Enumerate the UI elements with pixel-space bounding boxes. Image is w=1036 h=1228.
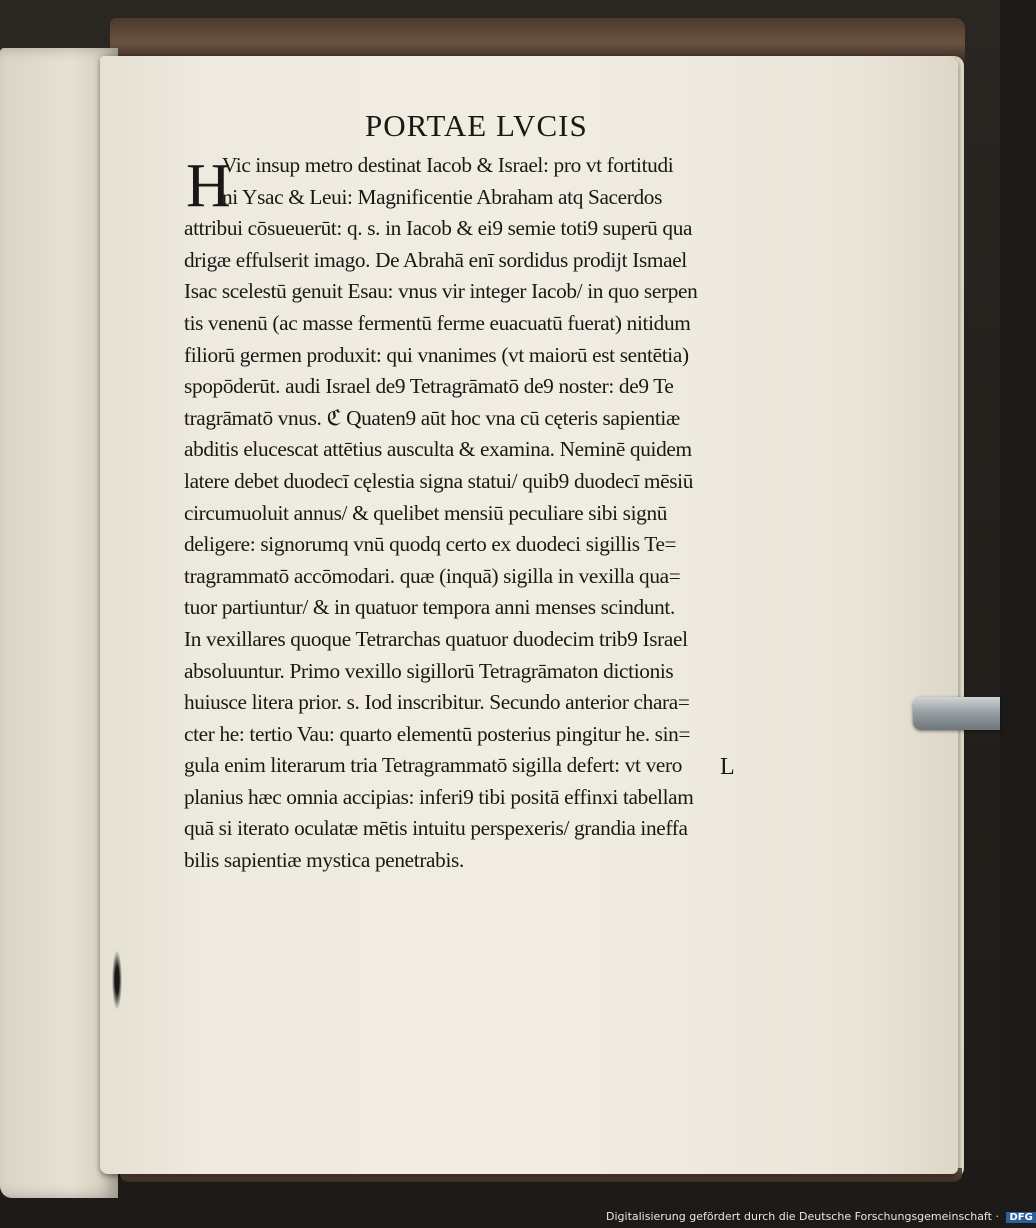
text-line: planius hæc omnia accipias: inferi9 tibi positā effinxi tabellam — [184, 784, 694, 809]
footer-credit — [606, 1210, 1036, 1226]
text-line: cter he: tertio Vau: quarto elementū posterius pingitur he. sin= — [184, 721, 691, 746]
text-line: deligere: signorumq vnū quodq certo ex duodeci sigillis Te= — [184, 532, 677, 557]
initial-letter: H — [186, 152, 231, 220]
ink-stain — [112, 950, 122, 1010]
text-line: Isac scelestū genuit Esau: vnus vir integer Iacob/ in quo serpen — [184, 279, 698, 304]
catchword: L — [720, 754, 735, 780]
footer-separator: · — [995, 1210, 999, 1223]
text-line: tis venenū (ac masse fermentū ferme euacuatū fuerat) nitidum — [184, 310, 691, 335]
book-top-edge — [110, 18, 965, 60]
text-line: bilis sapientiæ mystica penetrabis. — [184, 848, 464, 873]
footer-text: Digitalisierung gefördert durch die Deutsche Forschungsgemeinschaft — [606, 1210, 992, 1223]
text-line: circumuoluit annus/ & quelibet mensiū peculiare sibi signū — [184, 500, 668, 525]
running-title: PORTAE LVCIS — [365, 108, 588, 143]
text-line: huiusce litera prior. s. Iod inscribitur. Secundo anterior chara= — [184, 690, 690, 715]
text-line: filiorū germen produxit: qui vnanimes (vt maiorū est sentētia) — [184, 342, 689, 367]
text-line: gula enim literarum tria Tetragrammatō sigilla defert: vt vero — [184, 753, 683, 778]
text-line: ni Ysac & Leui: Magnificentie Abraham atq Sacerdos — [222, 184, 663, 209]
text-line: In vexillares quoque Tetrarchas quatuor duodecim trib9 Israel — [184, 626, 688, 651]
bookmark-tab — [913, 697, 1000, 730]
text-line: quā si iterato oculatæ mētis intuitu perspexeris/ grandia ineffa — [184, 816, 688, 841]
text-line: tragrammatō accōmodari. quæ (inquā) sigilla in vexilla qua= — [184, 563, 681, 588]
text-line: Vic insup metro destinat Iacob & Israel: pro vt fortitudi — [222, 153, 674, 177]
text-line: abditis elucescat attētius ausculta & examina. Neminē quidem — [184, 437, 692, 462]
dfg-logo-icon: DFG — [1006, 1212, 1035, 1223]
text-line: absoluuntur. Primo vexillo sigillorū Tetragrāmaton dictionis — [184, 658, 674, 683]
text-line: latere debet duodecī cęlestia signa statui/ quib9 duodecī mēsiū — [184, 468, 694, 493]
text-line: attribui cōsueuerūt: q. s. in Iacob & ei9 semie toti9 superū qua — [184, 216, 693, 241]
text-line: spopōderūt. audi Israel de9 Tetragrāmatō de9 noster: de9 Te — [184, 374, 674, 399]
body-text — [184, 150, 804, 877]
text-line: tuor partiuntur/ & in quatuor tempora anni menses scindunt. — [184, 595, 675, 620]
text-line: tragrāmatō vnus. ℭ Quaten9 aūt hoc vna cū cęteris sapientiæ — [184, 405, 680, 430]
text-line: drigæ effulserit imago. De Abrahā enī sordidus prodijt Ismael — [184, 247, 687, 272]
